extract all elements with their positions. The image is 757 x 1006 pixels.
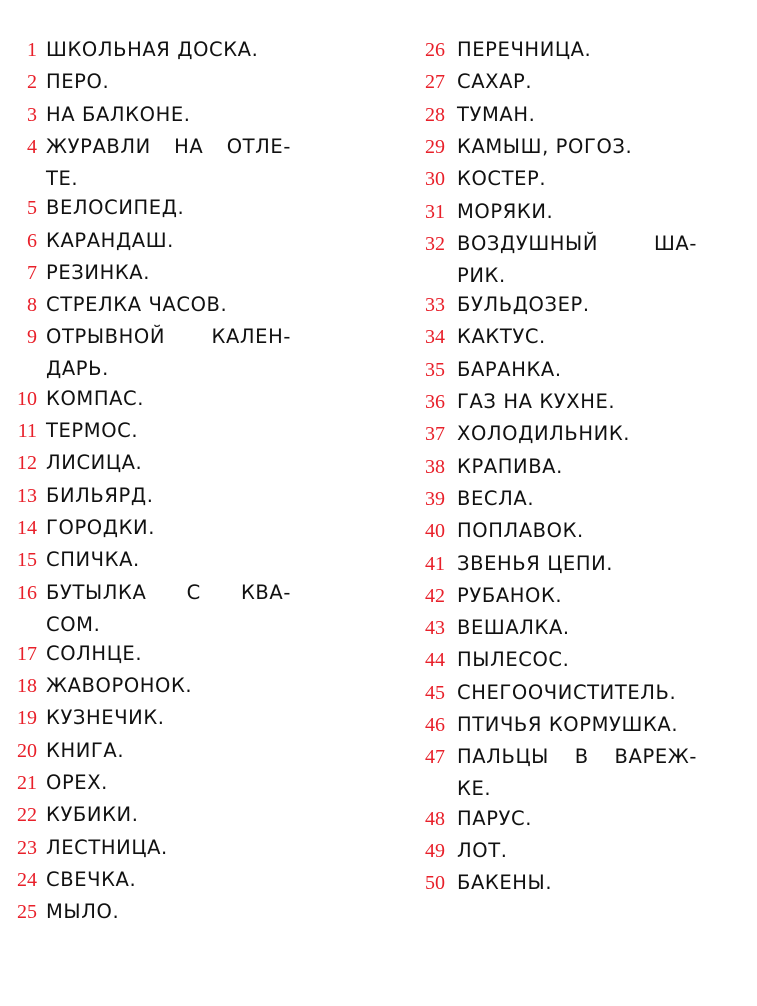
answer-text [457,354,697,386]
answer-number: 17 [17,642,37,665]
answer-text [46,670,291,702]
answer-text-line: ОРЕХ. [46,771,108,794]
answer-text-line: КНИГА. [46,738,125,762]
answer-number: 46 [425,714,445,736]
answer-text-line: РУБАНОК. [457,583,563,607]
answer-number: 30 [425,168,445,191]
answer-text [457,867,697,899]
answer-text-line: МЫЛО. [46,900,120,924]
answer-item [410,451,697,483]
answer-item [0,383,291,415]
answer-number: 40 [425,520,445,543]
answer-number: 48 [425,807,445,830]
answer-text-line: ХОЛОДИЛЬНИК. [457,422,631,446]
answer-item [0,34,291,66]
answer-item [0,670,291,702]
answer-item [0,480,291,512]
answer-number: 15 [17,549,37,572]
answer-text-line: СОЛНЦЕ. [46,641,143,665]
answer-item [0,512,291,544]
answer-text-line: БАКЕНЫ. [457,871,553,895]
answer-text [46,131,291,195]
answer-number: 3 [27,103,37,126]
answer-text-line: КОМПАС. [46,386,145,410]
answer-number: 34 [425,326,445,349]
answer-item [410,386,697,418]
answer-item [410,354,697,386]
answer-number: 44 [425,649,445,672]
answer-item [0,577,291,641]
answer-text-line: КУБИКИ. [46,803,139,827]
answer-text [46,257,291,289]
answer-number: 28 [425,103,445,126]
answer-text-line: БИЛЬЯРД. [46,483,154,507]
answer-item [410,515,697,547]
answer-text [457,163,697,195]
answer-text [46,735,291,767]
answer-number: 50 [425,872,445,895]
answer-item [410,612,697,644]
answer-text-line: ВОЗДУШНЫЙ ША- [457,231,697,255]
answer-number: 45 [425,681,445,704]
answer-text [46,544,291,576]
answer-text [457,34,697,66]
answer-text-line: ТЕРМОС. [46,419,139,442]
answer-text [46,832,291,864]
answer-text [457,741,697,805]
answer-text [46,66,291,98]
answer-item [410,131,697,163]
answer-text-continuation: ДАРЬ. [46,357,109,381]
answer-text [457,803,697,835]
answer-number: 5 [27,197,37,220]
answer-text-line: СНЕГООЧИСТИТЕЛЬ. [457,680,677,704]
answer-item [410,418,697,450]
answer-item [0,767,291,799]
answer-item [0,896,291,928]
answer-text-line: ЗВЕНЬЯ ЦЕПИ. [457,551,614,575]
answer-text [46,383,291,415]
answer-number: 20 [17,739,37,762]
answer-text [457,580,697,612]
answer-text [46,34,291,66]
answer-number: 8 [27,294,37,317]
answer-text-line: КОСТЕР. [457,167,547,191]
answer-text-continuation: ТЕ. [46,166,79,190]
answer-item [410,483,697,515]
answer-text [46,225,291,257]
answer-text-line: СПИЧКА. [46,548,140,572]
answer-text-continuation: КЕ. [457,777,492,801]
answer-text [46,192,291,224]
answer-text-line: ОТРЫВНОЙ КАЛЕН- [46,325,291,349]
answer-text [46,321,291,385]
answer-item [0,66,291,98]
answer-number: 9 [27,326,37,349]
answer-item [0,735,291,767]
answer-number: 31 [425,200,445,223]
answer-text-line: ПЕРО. [46,70,110,94]
answer-text-line: СТРЕЛКА ЧАСОВ. [46,293,228,317]
answer-text-line: ВЕСЛА. [457,486,535,510]
answer-item [0,864,291,896]
answer-item [0,131,291,195]
answer-number: 38 [425,455,445,478]
answer-text [46,99,291,131]
answer-item [410,163,697,195]
answer-text-line: ВЕШАЛКА. [457,616,570,640]
answer-item [0,799,291,831]
answer-text [46,480,291,512]
answer-text [46,638,291,670]
answer-number: 39 [425,487,445,510]
answer-text-line: БУЛЬДОЗЕР. [457,293,590,317]
answer-text-line: ПЫЛЕСОС. [457,648,570,672]
answer-item [0,415,291,447]
answer-number: 18 [17,675,37,698]
answer-item [0,447,291,479]
answer-text [457,835,697,867]
answer-item [0,192,291,224]
answer-text [46,767,291,799]
answer-number: 23 [17,836,37,859]
answer-text-line: ПЕРЕЧНИЦА. [457,38,592,61]
answer-text [457,644,697,676]
answer-text-line: БУТЫЛКА С КВА- [46,580,291,604]
answer-number: 47 [425,746,445,769]
answer-item [410,34,697,66]
answer-text [457,321,697,353]
answer-text [46,447,291,479]
answer-text-line: ПТИЧЬЯ КОРМУШКА. [457,713,679,736]
answer-text [457,66,697,98]
answer-text-line: КАРАНДАШ. [46,228,174,252]
answer-text [457,515,697,547]
answer-item [0,544,291,576]
answer-text [457,677,697,709]
answer-text [457,418,697,450]
answer-item [0,702,291,734]
answer-text [457,289,697,321]
answer-text [46,702,291,734]
answer-text-line: КРАПИВА. [457,454,563,478]
answer-text-line: ЛОТ. [457,838,508,862]
answer-text-line: МОРЯКИ. [457,199,554,223]
answer-text-line: КАМЫШ, РОГОЗ. [457,134,633,158]
answer-item [410,289,697,321]
answer-item [410,228,697,292]
answer-text-line: ЖАВОРОНОК. [46,674,193,698]
answer-text-line: ПАРУС. [457,806,533,830]
answer-number: 41 [425,552,445,575]
answer-text [46,864,291,896]
answer-item [410,99,697,131]
answer-item [410,580,697,612]
answer-text-line: ВЕЛОСИПЕД. [46,196,185,220]
answer-number: 42 [425,584,445,607]
answer-text [457,386,697,418]
answer-text [46,512,291,544]
answer-text-line: РЕЗИНКА. [46,260,151,284]
answer-text [457,228,697,292]
answer-text-line: ГОРОДКИ. [46,515,156,539]
answer-text [457,131,697,163]
answer-number: 1 [27,39,37,61]
answer-text-continuation: СОМ. [46,612,101,636]
answer-item [410,741,697,805]
answer-item [0,321,291,385]
answer-item [410,677,697,709]
answer-text-line: ЖУРАВЛИ НА ОТЛЕ- [46,134,291,158]
answer-text-line: ГАЗ НА КУХНЕ. [457,390,616,413]
answer-text-line: БАРАНКА. [457,357,562,381]
answer-number: 10 [17,387,37,410]
answer-text-line: КАКТУС. [457,325,546,349]
answer-text [457,99,697,131]
answer-number: 29 [425,135,445,158]
answer-number: 13 [17,484,37,507]
answer-item [0,257,291,289]
answer-number: 14 [17,516,37,539]
answer-number: 24 [17,868,37,891]
answer-text [46,799,291,831]
answer-number: 33 [425,294,445,317]
answer-number: 21 [17,772,37,794]
answer-text-line: ТУМАН. [457,102,536,126]
answer-text [457,196,697,228]
answer-item [410,709,697,741]
answer-text [457,548,697,580]
answer-number: 22 [17,804,37,827]
answer-text-line: СВЕЧКА. [46,867,137,891]
answer-text-continuation: РИК. [457,263,506,287]
answer-number: 11 [17,420,37,442]
answer-number: 7 [27,261,37,284]
answer-text [457,483,697,515]
answer-text [46,577,291,641]
answer-item [410,867,697,899]
answer-text [457,612,697,644]
answer-text-line: КУЗНЕЧИК. [46,706,165,730]
answer-text [46,896,291,928]
answer-text-line: ПОПЛАВОК. [457,519,584,543]
answer-item [0,832,291,864]
answer-number: 37 [425,423,445,446]
answer-text [457,709,697,741]
answer-item [410,803,697,835]
answer-text [46,415,291,447]
answer-item [0,638,291,670]
answer-number: 43 [425,617,445,640]
answer-item [410,66,697,98]
answer-text-line: САХАР. [457,70,533,94]
answer-number: 49 [425,839,445,862]
answer-text-line: НА БАЛКОНЕ. [46,102,191,126]
answer-number: 32 [425,232,445,255]
answer-number: 35 [425,358,445,381]
answer-text-line: ШКОЛЬНАЯ ДОСКА. [46,38,259,61]
answer-text [457,451,697,483]
answer-number: 4 [27,135,37,158]
answer-item [0,225,291,257]
answer-text-line: ПАЛЬЦЫ В ВАРЕЖ- [457,745,697,769]
answer-number: 6 [27,229,37,252]
answer-text [46,289,291,321]
answer-number: 26 [425,39,445,61]
answer-text-line: ЛЕСТНИЦА. [46,835,168,859]
answer-item [410,548,697,580]
answer-number: 16 [17,581,37,604]
answer-number: 36 [425,391,445,413]
answer-number: 19 [17,707,37,730]
answer-number: 27 [425,71,445,94]
answer-text-line: ЛИСИЦА. [46,451,143,475]
answer-item [410,835,697,867]
answer-number: 12 [17,452,37,475]
answer-number: 2 [27,71,37,94]
answer-item [410,321,697,353]
answer-number: 25 [17,901,37,924]
answer-item [0,99,291,131]
answer-item [410,644,697,676]
answer-item [410,196,697,228]
answer-item [0,289,291,321]
